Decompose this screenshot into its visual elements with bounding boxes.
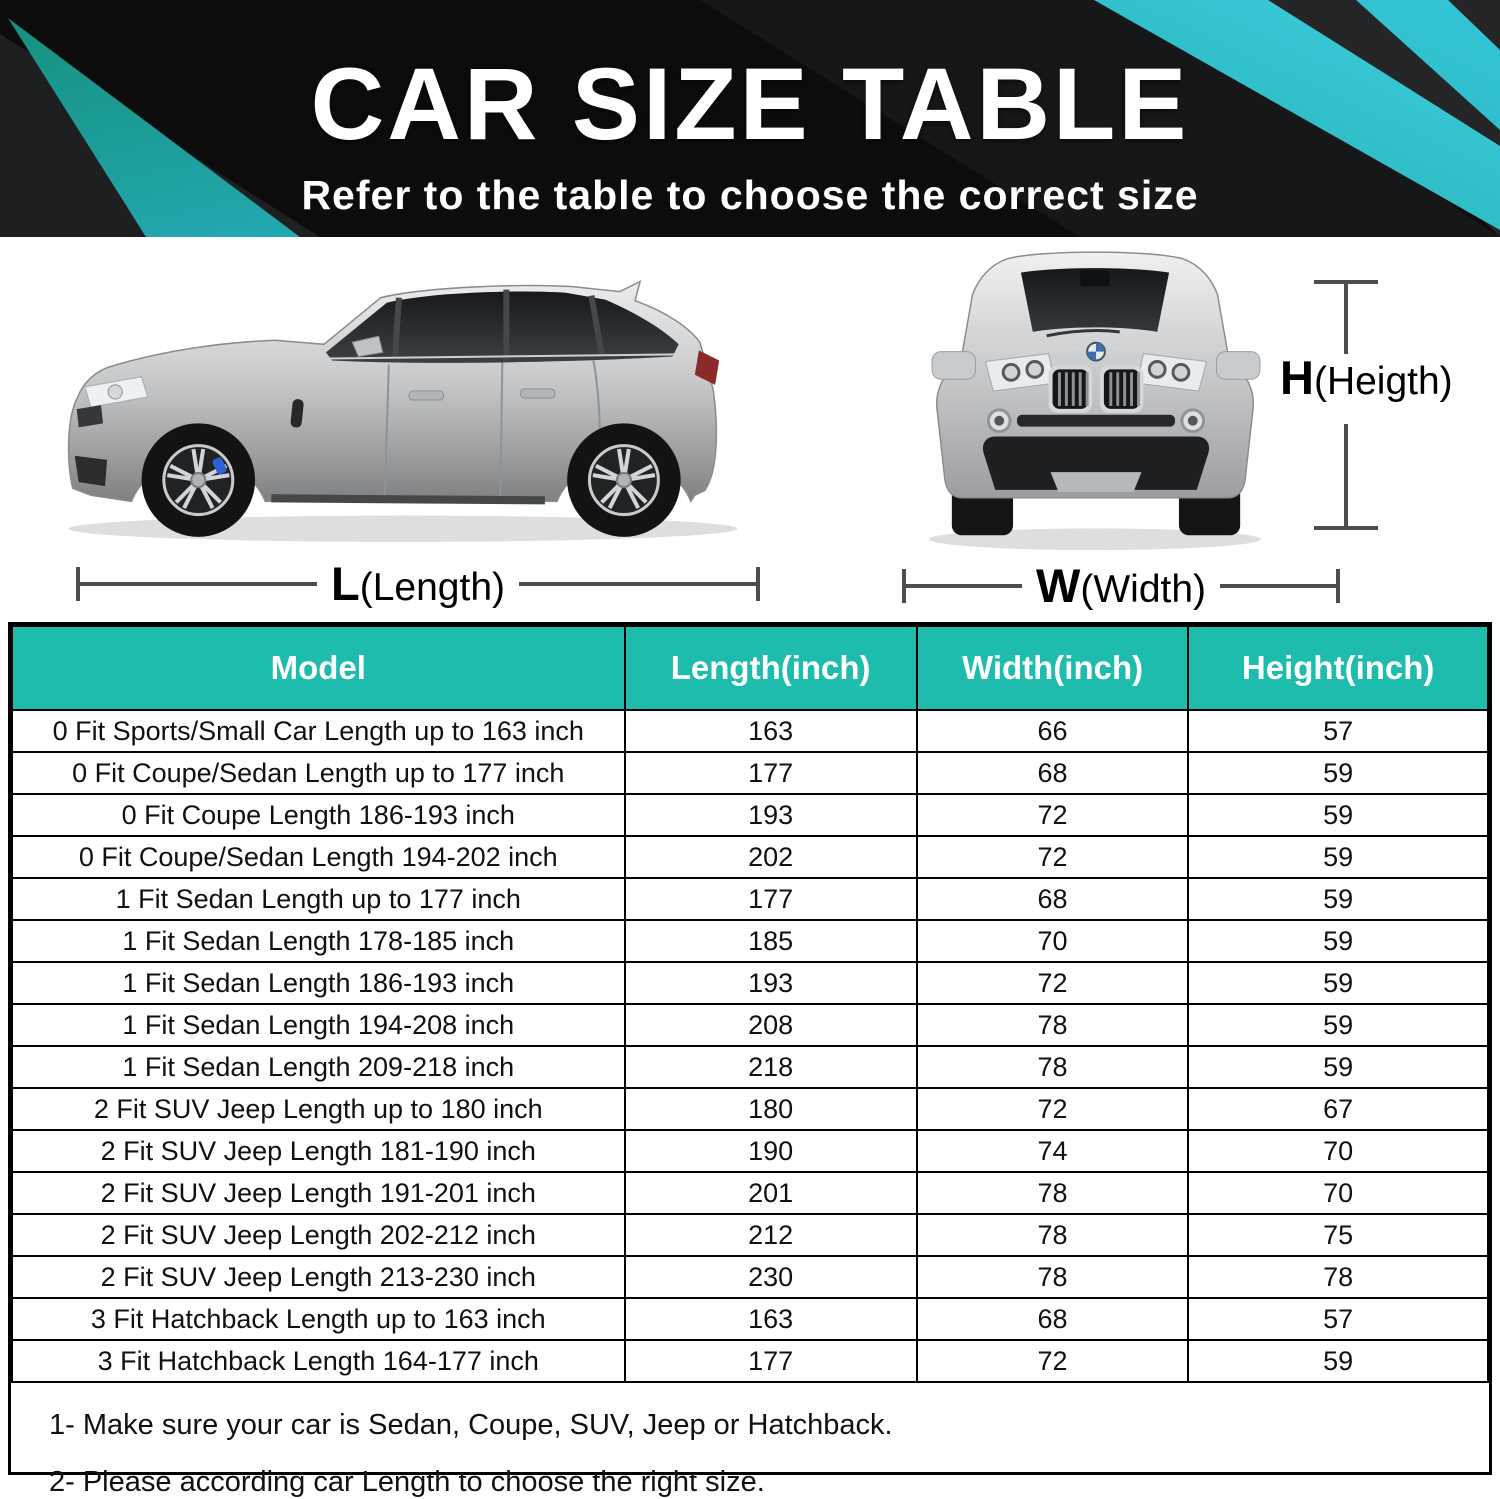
width-cell: 66 [917,710,1189,752]
width-cell: 68 [917,1298,1189,1340]
height-cell: 75 [1188,1214,1488,1256]
height-letter: H [1280,351,1314,404]
length-cell: 177 [625,752,917,794]
width-cell: 72 [917,836,1189,878]
height-dimension [1314,280,1378,530]
brand-badge [1087,343,1105,361]
width-cell: 78 [917,1004,1189,1046]
length-cell: 193 [625,962,917,1004]
table-row [12,836,1488,878]
front-wheel [142,423,255,536]
table-row [12,752,1488,794]
length-cell: 201 [625,1172,917,1214]
width-cell: 68 [917,752,1189,794]
height-cell: 59 [1188,962,1488,1004]
right-fog-light-center [1188,416,1198,426]
width-word: (Width) [1080,568,1207,611]
page-subtitle: Refer to the table to choose the correct size [301,172,1199,218]
model-cell: 0 Fit Coupe Length 186-193 inch [12,794,625,836]
length-cell: 230 [625,1256,917,1298]
dimension-line [1344,424,1348,526]
table-row [12,962,1488,1004]
dimension-tick [1336,569,1340,603]
height-cell: 59 [1188,752,1488,794]
width-dimension [902,558,1340,613]
table-row [12,1340,1488,1382]
height-cell: 67 [1188,1088,1488,1130]
column-header-length: Length(inch) [625,626,917,710]
table-row [12,1298,1488,1340]
table-row [12,1046,1488,1088]
left-mirror [932,352,975,380]
width-cell: 70 [917,920,1189,962]
model-cell: 1 Fit Sedan Length 178-185 inch [12,920,625,962]
length-cell: 193 [625,794,917,836]
note-line: 1- Make sure your car is Sedan, Coupe, SUV, Jeep or Hatchback. [49,1409,893,1441]
model-cell: 3 Fit Hatchback Length 164-177 inch [12,1340,625,1382]
size-table-grid [11,625,1489,1383]
dimension-line [519,582,756,586]
height-cell: 59 [1188,794,1488,836]
headlight-ring [108,385,122,399]
skid-plate [1051,472,1142,492]
model-cell: 0 Fit Coupe/Sedan Length up to 177 inch [12,752,625,794]
width-cell: 72 [917,1088,1189,1130]
length-word: (Length) [359,566,505,609]
length-cell: 180 [625,1088,917,1130]
note-line: 2- Please according car Length to choose the right size. [49,1466,765,1498]
length-cell: 163 [625,710,917,752]
model-cell: 1 Fit Sedan Length 209-218 inch [12,1046,625,1088]
model-cell: 2 Fit SUV Jeep Length 181-190 inch [12,1130,625,1172]
length-cell: 202 [625,836,917,878]
suv-front-view-illustration [896,241,1296,557]
dimension-tick [1314,526,1378,530]
column-header-width: Width(inch) [917,626,1189,710]
dimension-line [906,584,1022,588]
model-cell: 0 Fit Sports/Small Car Length up to 163 inch [12,710,625,752]
table-row [12,920,1488,962]
length-cell: 218 [625,1046,917,1088]
model-cell: 1 Fit Sedan Length up to 177 inch [12,878,625,920]
size-table [8,622,1492,1498]
width-cell: 78 [917,1172,1189,1214]
height-cell: 59 [1188,836,1488,878]
length-cell: 177 [625,878,917,920]
width-cell: 74 [917,1130,1189,1172]
height-cell: 57 [1188,710,1488,752]
model-cell: 1 Fit Sedan Length 194-208 inch [12,1004,625,1046]
table-row [12,1256,1488,1298]
height-cell: 70 [1188,1172,1488,1214]
rearview-mirror [1080,271,1110,287]
table-row [12,1130,1488,1172]
height-cell: 59 [1188,1004,1488,1046]
length-letter: L [331,557,360,610]
length-cell: 185 [625,920,917,962]
length-cell: 177 [625,1340,917,1382]
table-header-row [12,626,1488,710]
width-cell: 72 [917,962,1189,1004]
length-dimension [76,556,760,611]
height-cell: 70 [1188,1130,1488,1172]
model-cell: 0 Fit Coupe/Sedan Length 194-202 inch [12,836,625,878]
page-title: CAR SIZE TABLE [310,47,1190,161]
model-cell: 2 Fit SUV Jeep Length 213-230 inch [12,1256,625,1298]
width-cell: 72 [917,794,1189,836]
rear-wheel [567,423,680,536]
table-row [12,878,1488,920]
right-headlight-ring [1149,361,1165,377]
model-cell: 2 Fit SUV Jeep Length up to 180 inch [12,1088,625,1130]
right-headlight-ring [1173,364,1189,380]
table-row [12,710,1488,752]
model-cell: 3 Fit Hatchback Length up to 163 inch [12,1298,625,1340]
width-cell: 78 [917,1256,1189,1298]
front-intake [75,456,107,486]
length-cell: 163 [625,1298,917,1340]
table-row [12,1214,1488,1256]
car-diagram-section [0,237,1500,622]
left-headlight-ring [1003,364,1019,380]
width-cell: 68 [917,878,1189,920]
height-cell: 59 [1188,920,1488,962]
bumper-strip [1017,415,1175,427]
left-fog-light-center [994,416,1004,426]
left-headlight-ring [1027,361,1043,377]
width-cell: 72 [917,1340,1189,1382]
height-cell: 59 [1188,1046,1488,1088]
width-letter: W [1035,559,1081,612]
dimension-line [80,582,317,586]
dimension-tick [756,567,760,601]
suv-side-view-illustration [38,245,768,549]
model-cell: 2 Fit SUV Jeep Length 202-212 inch [12,1214,625,1256]
height-dimension-label [1266,350,1467,405]
column-header-height: Height(inch) [1188,626,1488,710]
width-cell: 78 [917,1214,1189,1256]
table-row [12,794,1488,836]
height-cell: 78 [1188,1256,1488,1298]
width-dimension-label [1022,558,1220,613]
height-cell: 59 [1188,878,1488,920]
dimension-line [1344,284,1348,354]
model-cell: 2 Fit SUV Jeep Length 191-201 inch [12,1172,625,1214]
column-header-model: Model [12,626,625,710]
dimension-line [1220,584,1336,588]
length-cell: 208 [625,1004,917,1046]
length-dimension-label [317,556,519,611]
length-cell: 190 [625,1130,917,1172]
table-row [12,1172,1488,1214]
right-mirror [1216,352,1259,380]
width-cell: 78 [917,1046,1189,1088]
footnotes [11,1383,1489,1499]
model-cell: 1 Fit Sedan Length 186-193 inch [12,962,625,1004]
height-cell: 57 [1188,1298,1488,1340]
length-cell: 212 [625,1214,917,1256]
height-word: (Heigth) [1313,360,1453,403]
table-row [12,1088,1488,1130]
height-cell: 59 [1188,1340,1488,1382]
table-row [12,1004,1488,1046]
banner [0,0,1500,237]
